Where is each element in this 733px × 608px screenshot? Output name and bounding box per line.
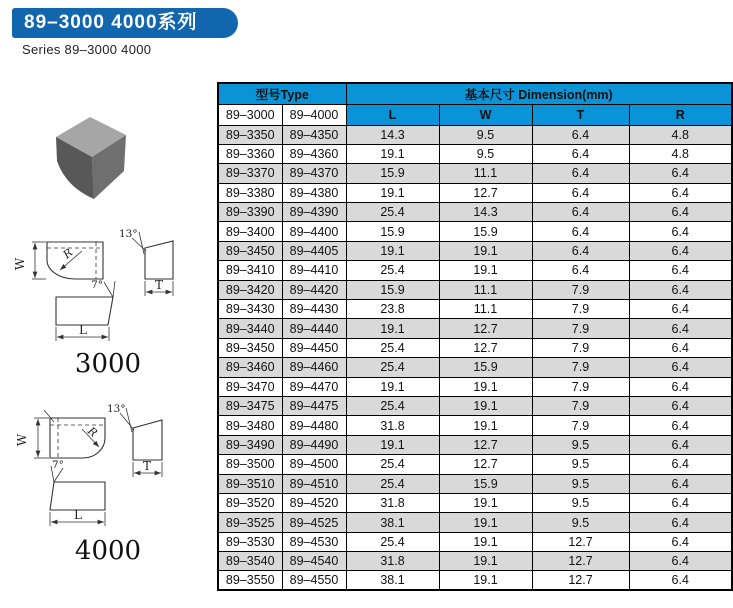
value-cell: 7.9 (532, 319, 629, 338)
value-cell: 19.1 (439, 552, 532, 571)
model-cell: 89–3430 (218, 300, 282, 319)
front-view-4000 (50, 482, 105, 510)
value-cell: 6.4 (532, 222, 629, 241)
model-cell: 89–3520 (218, 493, 282, 512)
value-cell: 9.5 (532, 513, 629, 532)
value-cell: 7.9 (532, 280, 629, 299)
value-cell: 12.7 (532, 552, 629, 571)
value-cell: 6.4 (629, 493, 732, 512)
angle-label-7: 7° (91, 279, 103, 291)
value-cell: 15.9 (439, 358, 532, 377)
value-cell: 6.4 (629, 571, 732, 590)
value-cell: 12.7 (439, 183, 532, 202)
value-cell: 25.4 (346, 203, 439, 222)
value-cell: 12.7 (532, 532, 629, 551)
model-cell: 89–4500 (282, 455, 346, 474)
model-cell: 89–3530 (218, 532, 282, 551)
value-cell: 6.4 (629, 319, 732, 338)
model-cell: 89–4405 (282, 241, 346, 260)
value-cell: 19.1 (439, 513, 532, 532)
model-cell: 89–3440 (218, 319, 282, 338)
top-view-3000 (47, 242, 103, 279)
col-header-r: R (629, 104, 732, 125)
model-cell: 89–4510 (282, 474, 346, 493)
value-cell: 25.4 (346, 474, 439, 493)
value-cell: 7.9 (532, 338, 629, 357)
value-cell: 6.4 (629, 435, 732, 454)
value-cell: 12.7 (439, 435, 532, 454)
value-cell: 6.4 (629, 222, 732, 241)
diagram-4000-label: 4000 (74, 536, 142, 566)
table-row (218, 552, 732, 571)
dim-label-w: W (13, 257, 27, 271)
value-cell: 7.9 (532, 416, 629, 435)
value-cell: 6.4 (629, 416, 732, 435)
model-cell: 89–4420 (282, 280, 346, 299)
dim-label-l: L (74, 508, 82, 522)
table-row (218, 300, 732, 319)
model-cell: 89–4400 (282, 222, 346, 241)
value-cell: 15.9 (346, 164, 439, 183)
side-view-3000 (145, 241, 173, 279)
value-cell: 25.4 (346, 261, 439, 280)
model-cell: 89–4410 (282, 261, 346, 280)
value-cell: 6.4 (629, 513, 732, 532)
spec-table (217, 82, 733, 591)
value-cell: 31.8 (346, 416, 439, 435)
dim-label-w: W (15, 433, 29, 447)
front-view-3000 (56, 297, 113, 325)
title-banner: 89–3000 4000系列 (12, 8, 238, 38)
angle-label-13: 13° (107, 403, 126, 415)
diagram-3000 (8, 224, 208, 349)
value-cell: 31.8 (346, 493, 439, 512)
value-cell: 11.1 (439, 280, 532, 299)
value-cell: 6.4 (629, 338, 732, 357)
value-cell: 25.4 (346, 338, 439, 357)
dim-label-r: R (85, 424, 100, 440)
table-row (218, 474, 732, 493)
part-photo (50, 113, 135, 205)
value-cell: 38.1 (346, 571, 439, 590)
value-cell: 6.4 (629, 300, 732, 319)
table-header (218, 83, 732, 125)
table-row (218, 396, 732, 415)
value-cell: 19.1 (346, 377, 439, 396)
value-cell: 6.4 (629, 455, 732, 474)
table-row (218, 222, 732, 241)
value-cell: 7.9 (532, 396, 629, 415)
col-header-89-3000: 89–3000 (218, 104, 282, 125)
value-cell: 12.7 (439, 319, 532, 338)
model-cell: 89–4450 (282, 338, 346, 357)
value-cell: 11.1 (439, 164, 532, 183)
model-cell: 89–4480 (282, 416, 346, 435)
value-cell: 7.9 (532, 300, 629, 319)
value-cell: 7.9 (532, 358, 629, 377)
value-cell: 19.1 (439, 493, 532, 512)
model-cell: 89–4390 (282, 203, 346, 222)
model-cell: 89–4470 (282, 377, 346, 396)
model-cell: 89–4530 (282, 532, 346, 551)
top-view-4000 (50, 418, 105, 458)
value-cell: 6.4 (629, 532, 732, 551)
model-cell: 89–3500 (218, 455, 282, 474)
dim-label-r: R (60, 246, 76, 262)
table-row (218, 319, 732, 338)
value-cell: 6.4 (629, 241, 732, 260)
value-cell: 15.9 (439, 474, 532, 493)
value-cell: 12.7 (439, 455, 532, 474)
value-cell: 25.4 (346, 358, 439, 377)
side-view-4000 (133, 420, 162, 460)
value-cell: 9.5 (439, 144, 532, 163)
type-header: 型号Type (218, 83, 346, 104)
value-cell: 19.1 (439, 532, 532, 551)
table-row (218, 241, 732, 260)
col-header-w: W (439, 104, 532, 125)
value-cell: 6.4 (629, 474, 732, 493)
table-row (218, 416, 732, 435)
model-cell: 89–4350 (282, 125, 346, 144)
series-subtitle: Series 89–3000 4000 (22, 42, 152, 57)
model-cell: 89–3350 (218, 125, 282, 144)
diagram-3000-label: 3000 (74, 349, 142, 379)
value-cell: 25.4 (346, 455, 439, 474)
value-cell: 19.1 (346, 435, 439, 454)
model-cell: 89–3525 (218, 513, 282, 532)
value-cell: 19.1 (346, 144, 439, 163)
value-cell: 31.8 (346, 552, 439, 571)
value-cell: 19.1 (439, 261, 532, 280)
model-cell: 89–4490 (282, 435, 346, 454)
model-cell: 89–4540 (282, 552, 346, 571)
dimension-header: 基本尺寸 Dimension(mm) (346, 83, 732, 104)
table-row (218, 493, 732, 512)
table-row (218, 261, 732, 280)
value-cell: 6.4 (629, 280, 732, 299)
dim-label-t: T (142, 459, 152, 473)
value-cell: 12.7 (439, 338, 532, 357)
model-cell: 89–3450 (218, 338, 282, 357)
model-cell: 89–3480 (218, 416, 282, 435)
value-cell: 15.9 (346, 222, 439, 241)
model-cell: 89–4525 (282, 513, 346, 532)
value-cell: 4.8 (629, 144, 732, 163)
value-cell: 19.1 (346, 319, 439, 338)
value-cell: 19.1 (439, 571, 532, 590)
dim-label-t: T (154, 278, 164, 292)
model-cell: 89–3470 (218, 377, 282, 396)
value-cell: 19.1 (439, 416, 532, 435)
col-header-t: T (532, 104, 629, 125)
value-cell: 4.8 (629, 125, 732, 144)
table-row (218, 513, 732, 532)
col-header-89-4000: 89–4000 (282, 104, 346, 125)
model-cell: 89–3550 (218, 571, 282, 590)
table-body (218, 125, 732, 590)
model-cell: 89–3475 (218, 396, 282, 415)
value-cell: 6.4 (629, 396, 732, 415)
model-cell: 89–3490 (218, 435, 282, 454)
value-cell: 6.4 (532, 164, 629, 183)
value-cell: 19.1 (439, 241, 532, 260)
value-cell: 14.3 (439, 203, 532, 222)
table-row (218, 532, 732, 551)
value-cell: 9.5 (439, 125, 532, 144)
value-cell: 25.4 (346, 396, 439, 415)
model-cell: 89–3390 (218, 203, 282, 222)
value-cell: 6.4 (629, 552, 732, 571)
table-row (218, 164, 732, 183)
value-cell: 15.9 (346, 280, 439, 299)
model-cell: 89–3420 (218, 280, 282, 299)
model-cell: 89–3460 (218, 358, 282, 377)
table-row (218, 125, 732, 144)
value-cell: 12.7 (532, 571, 629, 590)
value-cell: 9.5 (532, 455, 629, 474)
table-row (218, 338, 732, 357)
angle-label-7: 7° (52, 459, 64, 471)
value-cell: 9.5 (532, 435, 629, 454)
model-cell: 89–3410 (218, 261, 282, 280)
model-cell: 89–3380 (218, 183, 282, 202)
value-cell: 6.4 (629, 377, 732, 396)
value-cell: 6.4 (532, 144, 629, 163)
model-cell: 89–3400 (218, 222, 282, 241)
col-header-l: L (346, 104, 439, 125)
value-cell: 19.1 (439, 396, 532, 415)
value-cell: 6.4 (532, 125, 629, 144)
model-cell: 89–4360 (282, 144, 346, 163)
table-row (218, 435, 732, 454)
value-cell: 11.1 (439, 300, 532, 319)
value-cell: 15.9 (439, 222, 532, 241)
value-cell: 6.4 (532, 241, 629, 260)
value-cell: 6.4 (629, 261, 732, 280)
model-cell: 89–4370 (282, 164, 346, 183)
value-cell: 6.4 (629, 203, 732, 222)
value-cell: 19.1 (346, 183, 439, 202)
table-row (218, 280, 732, 299)
table-row (218, 144, 732, 163)
model-cell: 89–4440 (282, 319, 346, 338)
diagram-4000 (8, 398, 208, 530)
model-cell: 89–4430 (282, 300, 346, 319)
model-cell: 89–3540 (218, 552, 282, 571)
value-cell: 38.1 (346, 513, 439, 532)
model-cell: 89–4550 (282, 571, 346, 590)
value-cell: 14.3 (346, 125, 439, 144)
table-row (218, 455, 732, 474)
value-cell: 6.4 (532, 183, 629, 202)
value-cell: 25.4 (346, 532, 439, 551)
model-cell: 89–3360 (218, 144, 282, 163)
dim-label-l: L (79, 323, 87, 337)
value-cell: 6.4 (629, 164, 732, 183)
model-cell: 89–4380 (282, 183, 346, 202)
table-row (218, 183, 732, 202)
model-cell: 89–3510 (218, 474, 282, 493)
value-cell: 6.4 (629, 183, 732, 202)
model-cell: 89–4475 (282, 396, 346, 415)
angle-label-13: 13° (119, 228, 138, 240)
table-row (218, 377, 732, 396)
table-row (218, 571, 732, 590)
value-cell: 23.8 (346, 300, 439, 319)
table-row (218, 203, 732, 222)
model-cell: 89–4460 (282, 358, 346, 377)
model-cell: 89–3450 (218, 241, 282, 260)
table-row (218, 358, 732, 377)
value-cell: 9.5 (532, 493, 629, 512)
model-cell: 89–4520 (282, 493, 346, 512)
value-cell: 19.1 (346, 241, 439, 260)
value-cell: 6.4 (532, 203, 629, 222)
value-cell: 19.1 (439, 377, 532, 396)
value-cell: 7.9 (532, 377, 629, 396)
value-cell: 6.4 (532, 261, 629, 280)
model-cell: 89–3370 (218, 164, 282, 183)
value-cell: 6.4 (629, 358, 732, 377)
value-cell: 9.5 (532, 474, 629, 493)
